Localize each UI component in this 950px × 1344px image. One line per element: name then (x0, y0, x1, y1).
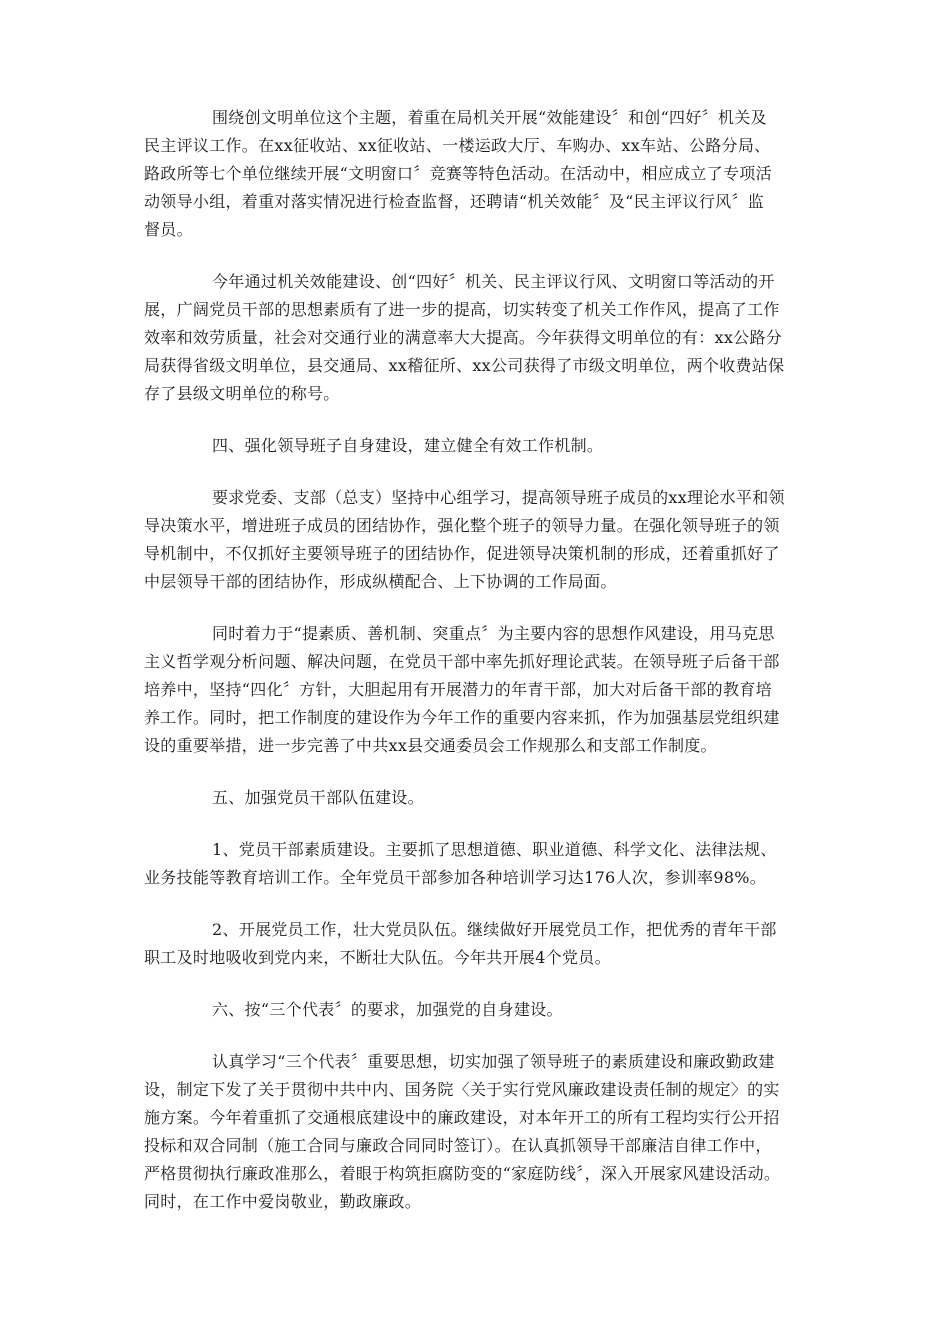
text-line: 严格贯彻执行廉政准那么，着眼于构筑拒腐防变的“家庭防线〞，深入开展家风建设活动。 (144, 1164, 781, 1183)
paragraph-quality-building (144, 836, 814, 892)
text-line: 存了县级文明单位的称号。 (144, 384, 340, 403)
section-heading-4 (144, 432, 814, 460)
text-line: 设，制定下发了关于贯彻中共中内、国务院〈关于实行党风廉政建设责任制的规定〉的实 (144, 1080, 780, 1099)
text-line: 动领导小组，着重对落实情况进行检查监督，还聘请“机关效能〞及“民主评议行风〞监 (144, 192, 765, 211)
paragraph-three-represents (144, 1048, 814, 1216)
text-line: 围绕创文明单位这个主题，着重在局机关开展“效能建设〞和创“四好〞机关及 (212, 108, 767, 127)
text-line: 业务技能等教育培训工作。全年党员干部参加各种培训学习达176人次，参训率98%。 (144, 868, 767, 887)
text-line: 主义哲学观分析问题、解决问题，在党员干部中率先抓好理论武装。在领导班子后备干部 (144, 652, 780, 671)
text-line: 展，广阔党员干部的思想素质有了进一步的提高，切实转变了机关工作作风，提高了工作 (144, 300, 780, 319)
heading-line: 六、按“三个代表〞的要求，加强党的自身建设。 (212, 1000, 563, 1019)
text-line: 培养中，坚持“四化〞方针，大胆起用有开展潜力的年青干部，加大对后备干部的教育培 (144, 680, 772, 699)
heading-line: 五、加强党员干部队伍建设。 (212, 788, 424, 807)
text-line: 同时着力于“提素质、善机制、突重点〞为主要内容的思想作风建设，用马克思 (212, 624, 775, 643)
paragraph-annual-results (144, 268, 814, 408)
text-line: 施方案。今年着重抓了交通根底建设中的廉政建设，对本年开工的所有工程均实行公开招 (144, 1108, 780, 1127)
text-line: 认真学习“三个代表〞重要思想，切实加强了领导班子的素质建设和廉政勤政建 (212, 1052, 775, 1071)
text-line: 中层领导干部的团结协作，形成纵横配合、上下协调的工作局面。 (144, 572, 617, 591)
text-line: 今年通过机关效能建设、创“四好〞机关、民主评议行风、文明窗口等活动的开 (212, 272, 775, 291)
text-line: 2、开展党员工作，壮大党员队伍。继续做好开展党员工作，把优秀的青年干部 (212, 920, 777, 939)
text-line: 督员。 (144, 220, 193, 239)
text-line: 养工作。同时，把工作制度的建设作为今年工作的重要内容来抓，作为加强基层党组织建 (144, 708, 780, 727)
text-line: 效率和效劳质量，社会对交通行业的满意率大大提高。今年获得文明单位的有：xx公路分 (144, 328, 783, 347)
text-line: 要求党委、支部（总支）坚持中心组学习，提高领导班子成员的xx理论水平和领 (212, 488, 785, 507)
text-line: 路政所等七个单位继续开展“文明窗口〞竞赛等特色活动。在活动中，相应成立了专项活 (144, 164, 772, 183)
text-line: 导决策水平，增进班子成员的团结协作，强化整个班子的领导力量。在强化领导班子的领 (144, 516, 780, 535)
text-line: 局获得省级文明单位，县交通局、xx稽征所、xx公司获得了市级文明单位，两个收费站保 (144, 356, 785, 375)
text-line: 投标和双合同制（施工合同与廉政合同同时签订）。在认真抓领导干部廉洁自律工作中， (144, 1136, 772, 1155)
text-line: 职工及时地吸收到党内来，不断壮大队伍。今年共开展4个党员。 (144, 948, 611, 967)
paragraph-work-style (144, 620, 814, 760)
section-heading-5 (144, 784, 814, 812)
document-page (144, 104, 814, 1216)
text-line: 民主评议工作。在xx征收站、xx征收站、一楼运政大厅、车购办、xx车站、公路分局、 (144, 136, 771, 155)
paragraph-member-recruitment (144, 916, 814, 972)
section-heading-6 (144, 996, 814, 1024)
text-line: 同时，在工作中爱岗敬业，勤政廉政。 (144, 1192, 422, 1211)
heading-line: 四、强化领导班子自身建设，建立健全有效工作机制。 (212, 436, 604, 455)
text-line: 导机制中，不仅抓好主要领导班子的团结协作，促进领导决策机制的形成，还着重抓好了 (144, 544, 780, 563)
text-line: 1、党员干部素质建设。主要抓了思想道德、职业道德、科学文化、法律法规、 (212, 840, 777, 859)
paragraph-civilization-unit (144, 104, 814, 244)
text-line: 设的重要举措，进一步完善了中共xx县交通委员会工作规那么和支部工作制度。 (144, 736, 717, 755)
paragraph-leadership-study (144, 484, 814, 596)
